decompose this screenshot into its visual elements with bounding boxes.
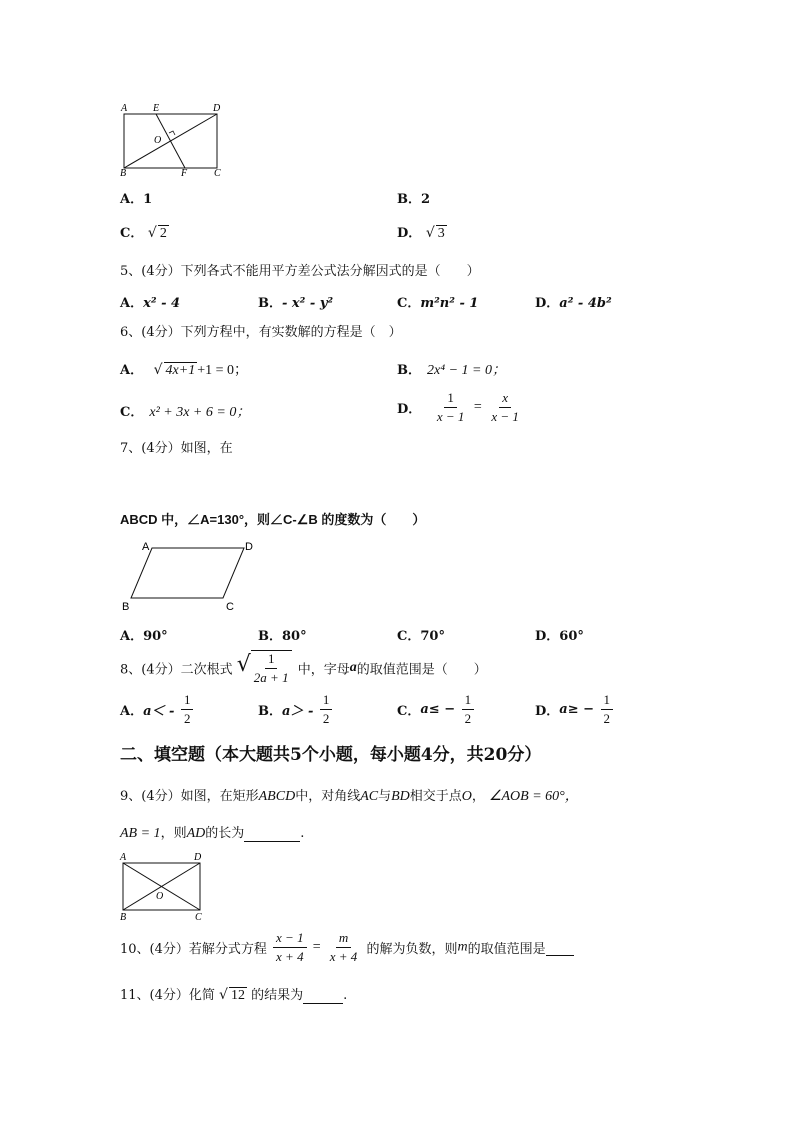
q10-stem: 10、(4分）若解分式方程 $\frac{x - 1}{x + 4}$ = $\frac{m}{x + 4}$ 的解为负数，则m的取值范围是 <box>120 930 574 965</box>
q4-option-a[interactable]: A．1 <box>120 192 153 207</box>
figure-parallelogram <box>118 536 258 616</box>
label-c: C <box>226 601 234 613</box>
q8-option-b[interactable]: B．a＞ - $\frac{1}{2}$ <box>258 692 334 727</box>
q7-option-c[interactable]: C．70° <box>397 629 445 644</box>
label-o: O <box>156 891 164 902</box>
label-b: B <box>120 912 127 922</box>
q4-option-b[interactable]: B．2 <box>397 192 431 207</box>
sqrt-3: 3 <box>437 226 445 241</box>
q11-stem: 11、(4分）化简 √ 12 的结果为 . <box>120 987 348 1003</box>
label-a: A <box>120 852 127 863</box>
answer-blank-q10[interactable] <box>546 940 574 956</box>
q7-option-d[interactable]: D．60° <box>535 629 584 644</box>
q8-option-c[interactable]: C．a≤ − $\frac{1}{2}$ <box>397 692 476 727</box>
label-e: E <box>153 103 160 114</box>
label-b: B <box>122 601 130 613</box>
q4-option-c[interactable]: C． √ 2 <box>120 225 167 241</box>
q7-option-a[interactable]: A．90° <box>120 629 168 644</box>
q9-stem: 9、(4分）如图，在矩形ABCD中，对角线AC与BD相交于点O， ∠AOB = 60°， <box>120 789 579 804</box>
answer-blank-q9[interactable] <box>244 826 300 842</box>
q5-option-b[interactable]: B．- x² - y² <box>258 296 334 311</box>
answer-blank-q11[interactable] <box>303 988 343 1004</box>
fraction-right: $\frac{m}{x + 4}$ <box>329 930 358 964</box>
fraction-1: $\frac{1}{x - 1}$ <box>436 390 465 424</box>
sqrt-2: 2 <box>159 226 167 241</box>
q9-stem-2: AB = 1，则AD的长为 . <box>120 826 305 841</box>
radical-fraction: $\frac{1}{2a + 1}$ <box>251 650 292 686</box>
label-a: A <box>121 103 128 114</box>
q7-option-b[interactable]: B．80° <box>258 629 307 644</box>
section-heading-fill-in: 二、填空题（本大题共5个小题，每小题4分，共20分） <box>120 745 542 765</box>
label-f: F <box>181 168 188 178</box>
q6-option-b[interactable]: B． 2x⁴ − 1 = 0； <box>397 363 506 378</box>
q7-stem-2: ABCD 中，∠A=130°，则∠C-∠B 的度数为（ ） <box>120 512 426 527</box>
q5-option-c[interactable]: C．m²n² - 1 <box>397 296 479 311</box>
label-c: C <box>195 912 202 922</box>
parallelogram-abcd <box>131 548 244 598</box>
figure-rectangle-diagonals <box>116 850 216 922</box>
q8-stem: 8、(4分）二次根式 √ $\frac{1}{2a + 1}$ 中，字母a的取值范围是（ ） <box>120 651 487 685</box>
q5-option-d[interactable]: D．a² - 4b² <box>535 296 612 311</box>
q6-stem: 6、(4分）下列方程中，有实数解的方程是（ ） <box>120 325 402 340</box>
label-d: D <box>213 103 221 114</box>
q6-option-d[interactable]: D． $\frac{1}{x - 1}$ = $\frac{x}{x - 1}$ <box>397 390 524 425</box>
q7-stem: 7、(4分）如图，在 <box>120 441 233 456</box>
q4-option-d[interactable]: D． √ 3 <box>397 225 445 241</box>
label-b: B <box>120 168 127 178</box>
q5-stem: 5、(4分）下列各式不能用平方差公式法分解因式的是（ ） <box>120 264 480 279</box>
q6-option-a[interactable]: A． √ 4x+1 +1 = 0； <box>120 362 249 378</box>
label-d: D <box>194 852 202 863</box>
label-o: O <box>154 135 162 146</box>
label-c: C <box>214 168 221 178</box>
q8-option-a[interactable]: A．a＜ - $\frac{1}{2}$ <box>120 692 195 727</box>
figure-rectangle-efo <box>116 100 228 178</box>
q6-option-c[interactable]: C． x² + 3x + 6 = 0； <box>120 405 251 420</box>
q8-option-d[interactable]: D．a≥ − $\frac{1}{2}$ <box>535 692 615 727</box>
label-d: D <box>245 541 253 553</box>
fraction-2: $\frac{x}{x - 1}$ <box>491 390 519 424</box>
fraction-left: $\frac{x - 1}{x + 4}$ <box>273 930 307 965</box>
q5-option-a[interactable]: A．x² - 4 <box>120 296 181 311</box>
right-angle-mark <box>169 131 175 135</box>
label-a: A <box>142 541 150 553</box>
